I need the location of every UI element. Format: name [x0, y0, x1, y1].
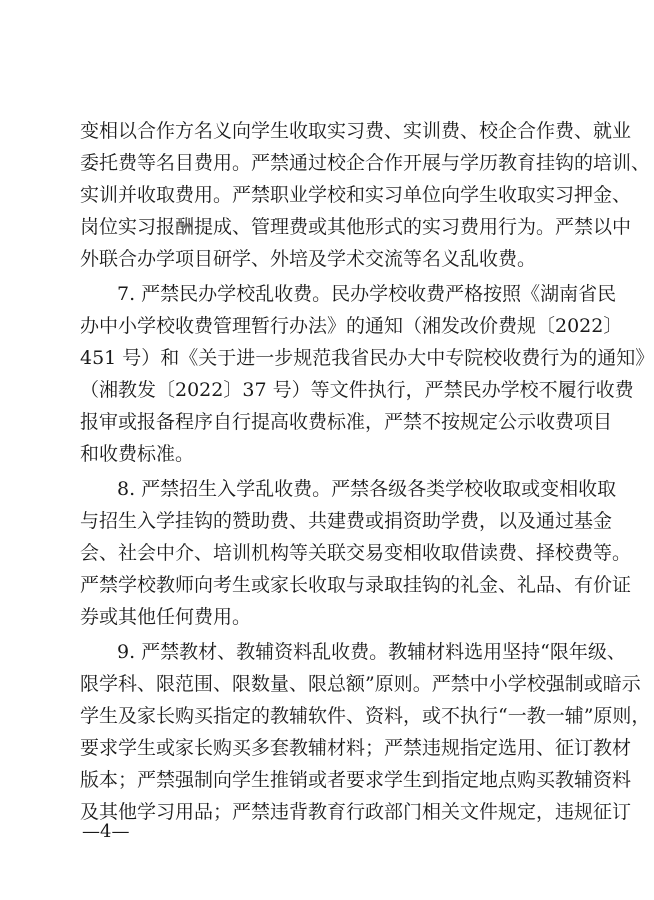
text-line: 外联合办学项目研学、外培及学术交流等名义乱收费。: [80, 248, 537, 270]
text-line: 和收费标准。: [80, 443, 195, 465]
text-line: 8. 严禁招生入学乱收费。严禁各级各类学校收取或变相收取: [117, 478, 617, 500]
text-line: 451 号）和《关于进一步规范我省民办大中专院校收费行为的通知》: [80, 347, 654, 369]
text-line: 9. 严禁教材、教辅资料乱收费。教辅材料选用坚持“限年级、: [117, 641, 626, 663]
text-line: 7. 严禁民办学校乱收费。民办学校收费严格按照《湖南省民: [117, 283, 617, 305]
text-line: 版本；严禁强制向学生推销或者要求学生到指定地点购买教辅资料: [80, 769, 632, 791]
text-line: 严禁学校教师向考生或家长收取与录取挂钩的礼金、礼品、有价证: [80, 574, 632, 596]
text-line: （湘教发〔2022〕37 号）等文件执行，严禁民办学校不履行收费: [80, 379, 634, 401]
text-line: 岗位实习报酬提成、管理费或其他形式的实习费用行为。严禁以中: [80, 216, 632, 238]
text-line: 会、社会中介、培训机构等关联交易变相收取借读费、择校费等。: [80, 542, 632, 564]
text-line: 与招生入学挂钩的赞助费、共建费或捐资助学费，以及通过基金: [80, 510, 613, 532]
text-line: 限学科、限范围、限数量、限总额”原则。严禁中小学校强制或暗示: [80, 673, 641, 695]
text-line: 委托费等名目费用。严禁通过校企合作开展与学历教育挂钩的培训、: [80, 152, 651, 174]
text-line: 及其他学习用品；严禁违背教育行政部门相关文件规定，违规征订: [80, 801, 632, 823]
text-line: 券或其他任何费用。: [80, 606, 252, 628]
page-number: —4—: [82, 821, 130, 842]
text-line: 学生及家长购买指定的教辅软件、资料，或不执行“一教一辅”原则，: [80, 705, 651, 727]
text-line: 变相以合作方名义向学生收取实习费、实训费、校企合作费、就业: [80, 120, 632, 142]
text-line: 要求学生或家长购买多套教辅材料；严禁违规指定选用、征订教材: [80, 737, 632, 759]
text-line: 办中小学校收费管理暂行办法》的通知（湘发改价费规〔2022〕: [80, 315, 623, 337]
text-line: 实训并收取费用。严禁职业学校和实习单位向学生收取实习押金、: [80, 184, 632, 206]
text-line: 报审或报备程序自行提高收费标准，严禁不按规定公示收费项目: [80, 411, 613, 433]
